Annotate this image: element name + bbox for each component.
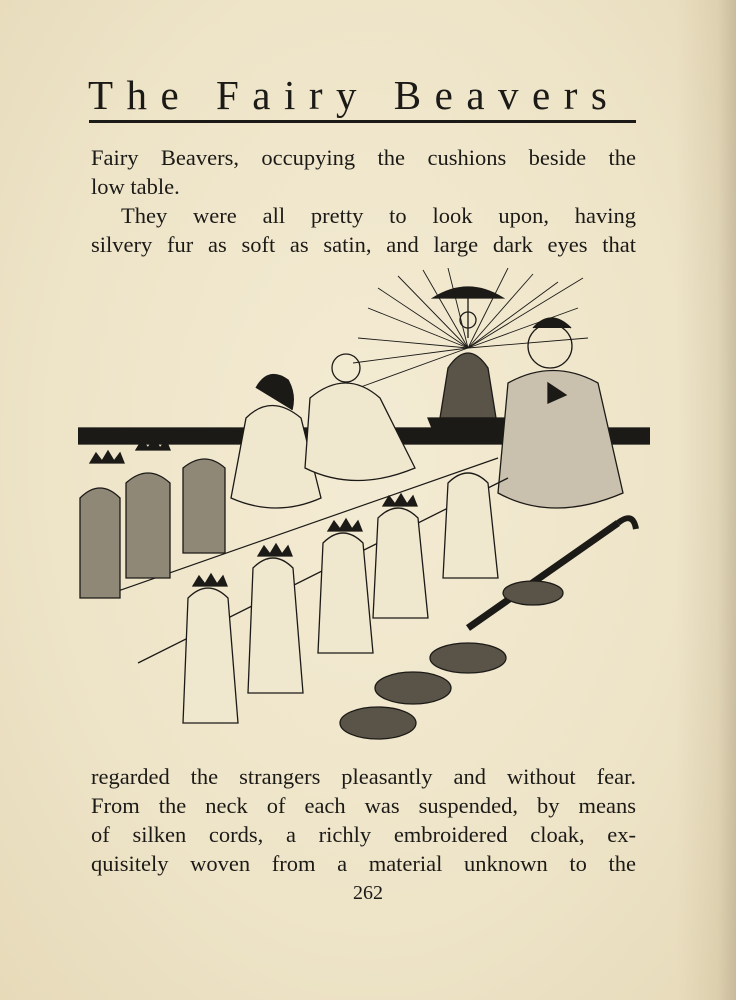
page-number: 262 — [353, 882, 383, 904]
text-line: From the neck of each was suspended, by means — [91, 793, 636, 818]
text-line: Fairy Beavers, occupying the cushions beside the — [91, 145, 636, 170]
bottom-paragraph — [91, 762, 636, 878]
title-rule — [89, 120, 636, 123]
page-gutter-shadow — [676, 0, 736, 1000]
text-line: silvery fur as soft as satin, and large dark eyes that — [91, 232, 636, 257]
text-line: low table. — [91, 174, 180, 199]
text-line: quisitely woven from a material unknown to the — [91, 851, 636, 876]
page-title: The Fairy Beavers — [88, 72, 621, 118]
top-paragraph — [91, 143, 636, 259]
beavers-banquet-illustration-icon — [78, 268, 650, 748]
text-line: regarded the strangers pleasantly and without fear. — [91, 764, 636, 789]
text-line: of silken cords, a richly embroidered cloak, ex- — [91, 822, 636, 847]
text-line: They were all pretty to look upon, having — [121, 203, 636, 228]
